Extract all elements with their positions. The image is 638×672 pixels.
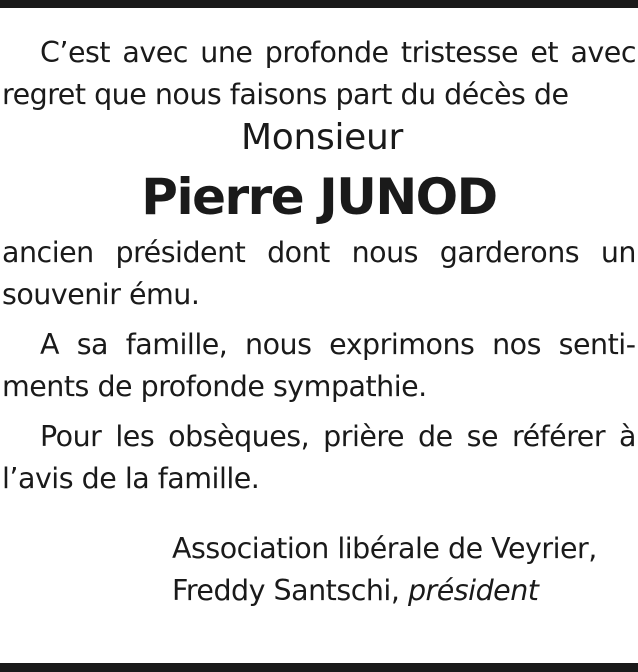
condolences-paragraph: A sa famille, nous exprimons nos sentiments de profonde sympathie. [2, 328, 636, 403]
signer-role: président [407, 574, 539, 607]
tribute-paragraph: ancien président dont nous garderons un souvenir ému. [2, 236, 636, 311]
deceased-name: Pierre JUNOD [141, 168, 497, 226]
signature-block [2, 528, 636, 612]
funeral-paragraph: Pour les obsèques, prière de se référer à l’avis de la famille. [2, 420, 636, 495]
organization-name: Association libérale de Veyrier, [172, 532, 597, 565]
signer-name: Freddy Santschi, [172, 574, 400, 607]
intro-paragraph: C’est avec une profonde tristesse et avec regret que nous faisons part du décès de [2, 36, 636, 111]
top-border-rule [0, 0, 638, 8]
bottom-border-rule [0, 663, 638, 672]
signer-line [172, 570, 636, 612]
honorific: Monsieur [240, 117, 404, 158]
death-notice [2, 32, 636, 612]
